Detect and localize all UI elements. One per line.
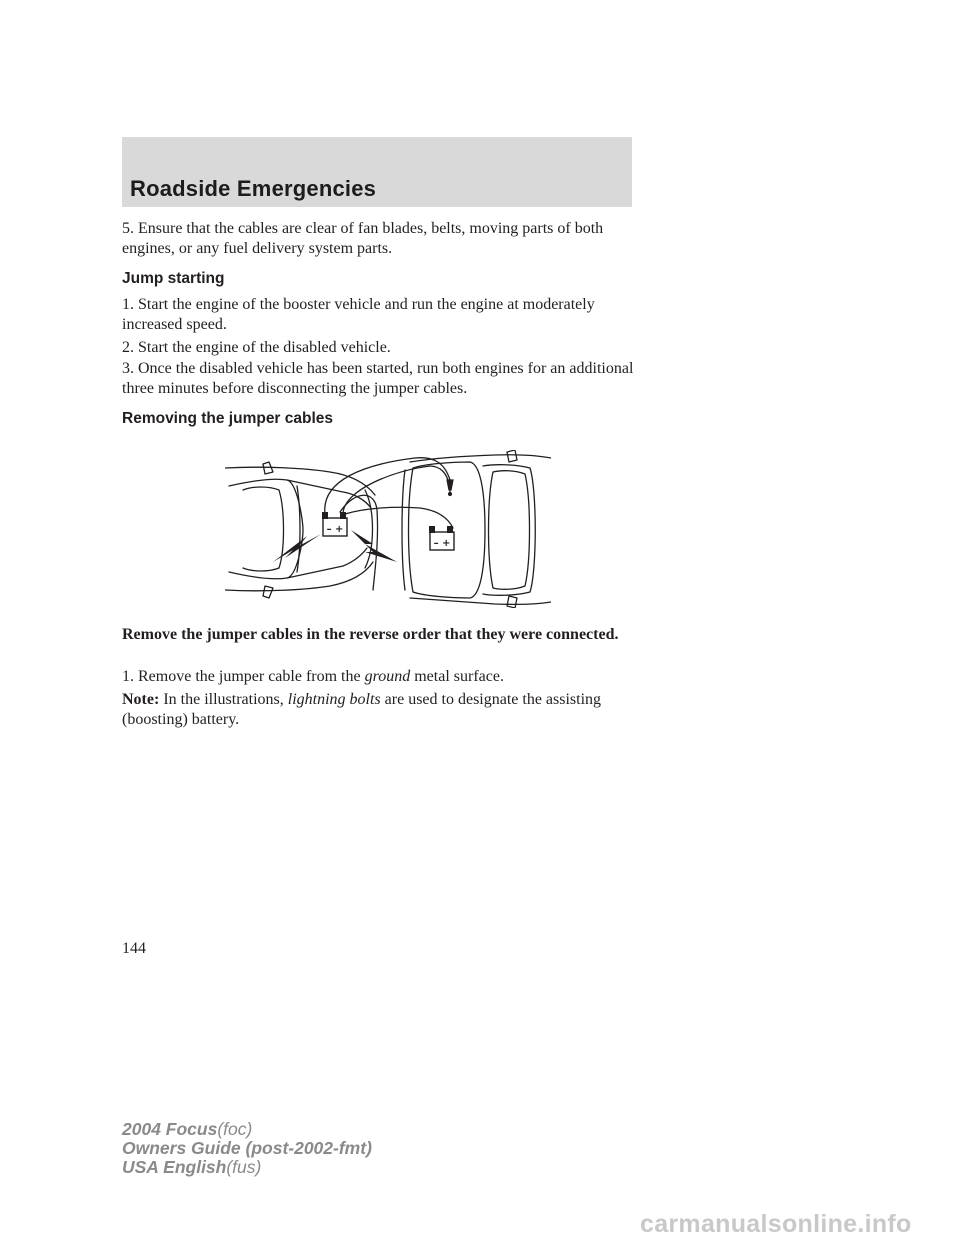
step-5-text: 5. Ensure that the cables are clear of fan blades, belts, moving parts of both engines, or any fuel delivery system parts.: [122, 220, 604, 257]
note-text-end: are used to designate the assisting (boosting) battery.: [122, 691, 602, 728]
footer-language-code: (fus): [226, 1157, 262, 1177]
ground-clamp-icon: [447, 480, 453, 496]
removing-cables-heading: Removing the jumper cables: [122, 410, 334, 427]
page-number: 144: [122, 940, 146, 957]
lightning-bolts-emphasis: lightning bolts: [287, 691, 381, 708]
battery-left-label: – +: [326, 524, 344, 535]
note-paragraph: [122, 690, 642, 730]
disabled-battery-icon: [429, 526, 454, 550]
note-label: Note:: [122, 691, 160, 708]
jump-step-3: 3. Once the disabled vehicle has been started, run both engines for an additional three minutes before disconnecting the jumper cables.: [122, 360, 634, 397]
section-title: Roadside Emergencies: [130, 176, 377, 201]
jump-starting-heading: Jump starting: [122, 270, 225, 287]
jumper-cable-illustration: [225, 450, 551, 608]
footer-guide: Owners Guide (post-2002-fmt): [122, 1138, 372, 1158]
note-text: In the illustrations,: [159, 691, 288, 708]
remove-step-1-text-end: metal surface.: [410, 668, 504, 685]
jump-step-2: 2. Start the engine of the disabled vehicle.: [122, 339, 391, 356]
footer-model-code: (foc): [217, 1119, 253, 1139]
booster-battery-icon: [322, 512, 347, 536]
remove-step-1-text: 1. Remove the jumper cable from the: [122, 668, 365, 685]
footer-language: USA English: [122, 1157, 227, 1177]
jump-step-1: 1. Start the engine of the booster vehicle and run the engine at moderately increased speed.: [122, 296, 595, 333]
disabled-car: [402, 450, 551, 608]
booster-car: [225, 462, 375, 598]
remove-step-1: [122, 667, 642, 687]
footer-model: 2004 Focus: [122, 1119, 218, 1139]
battery-right-label: – +: [433, 538, 451, 549]
remove-instruction: Remove the jumper cables in the reverse order that they were connected.: [122, 626, 619, 643]
document-footer: [122, 1120, 372, 1177]
ground-emphasis: ground: [364, 668, 411, 685]
lightning-bolt-icon: [273, 534, 321, 562]
watermark: carmanualsonline.info: [640, 1210, 912, 1238]
